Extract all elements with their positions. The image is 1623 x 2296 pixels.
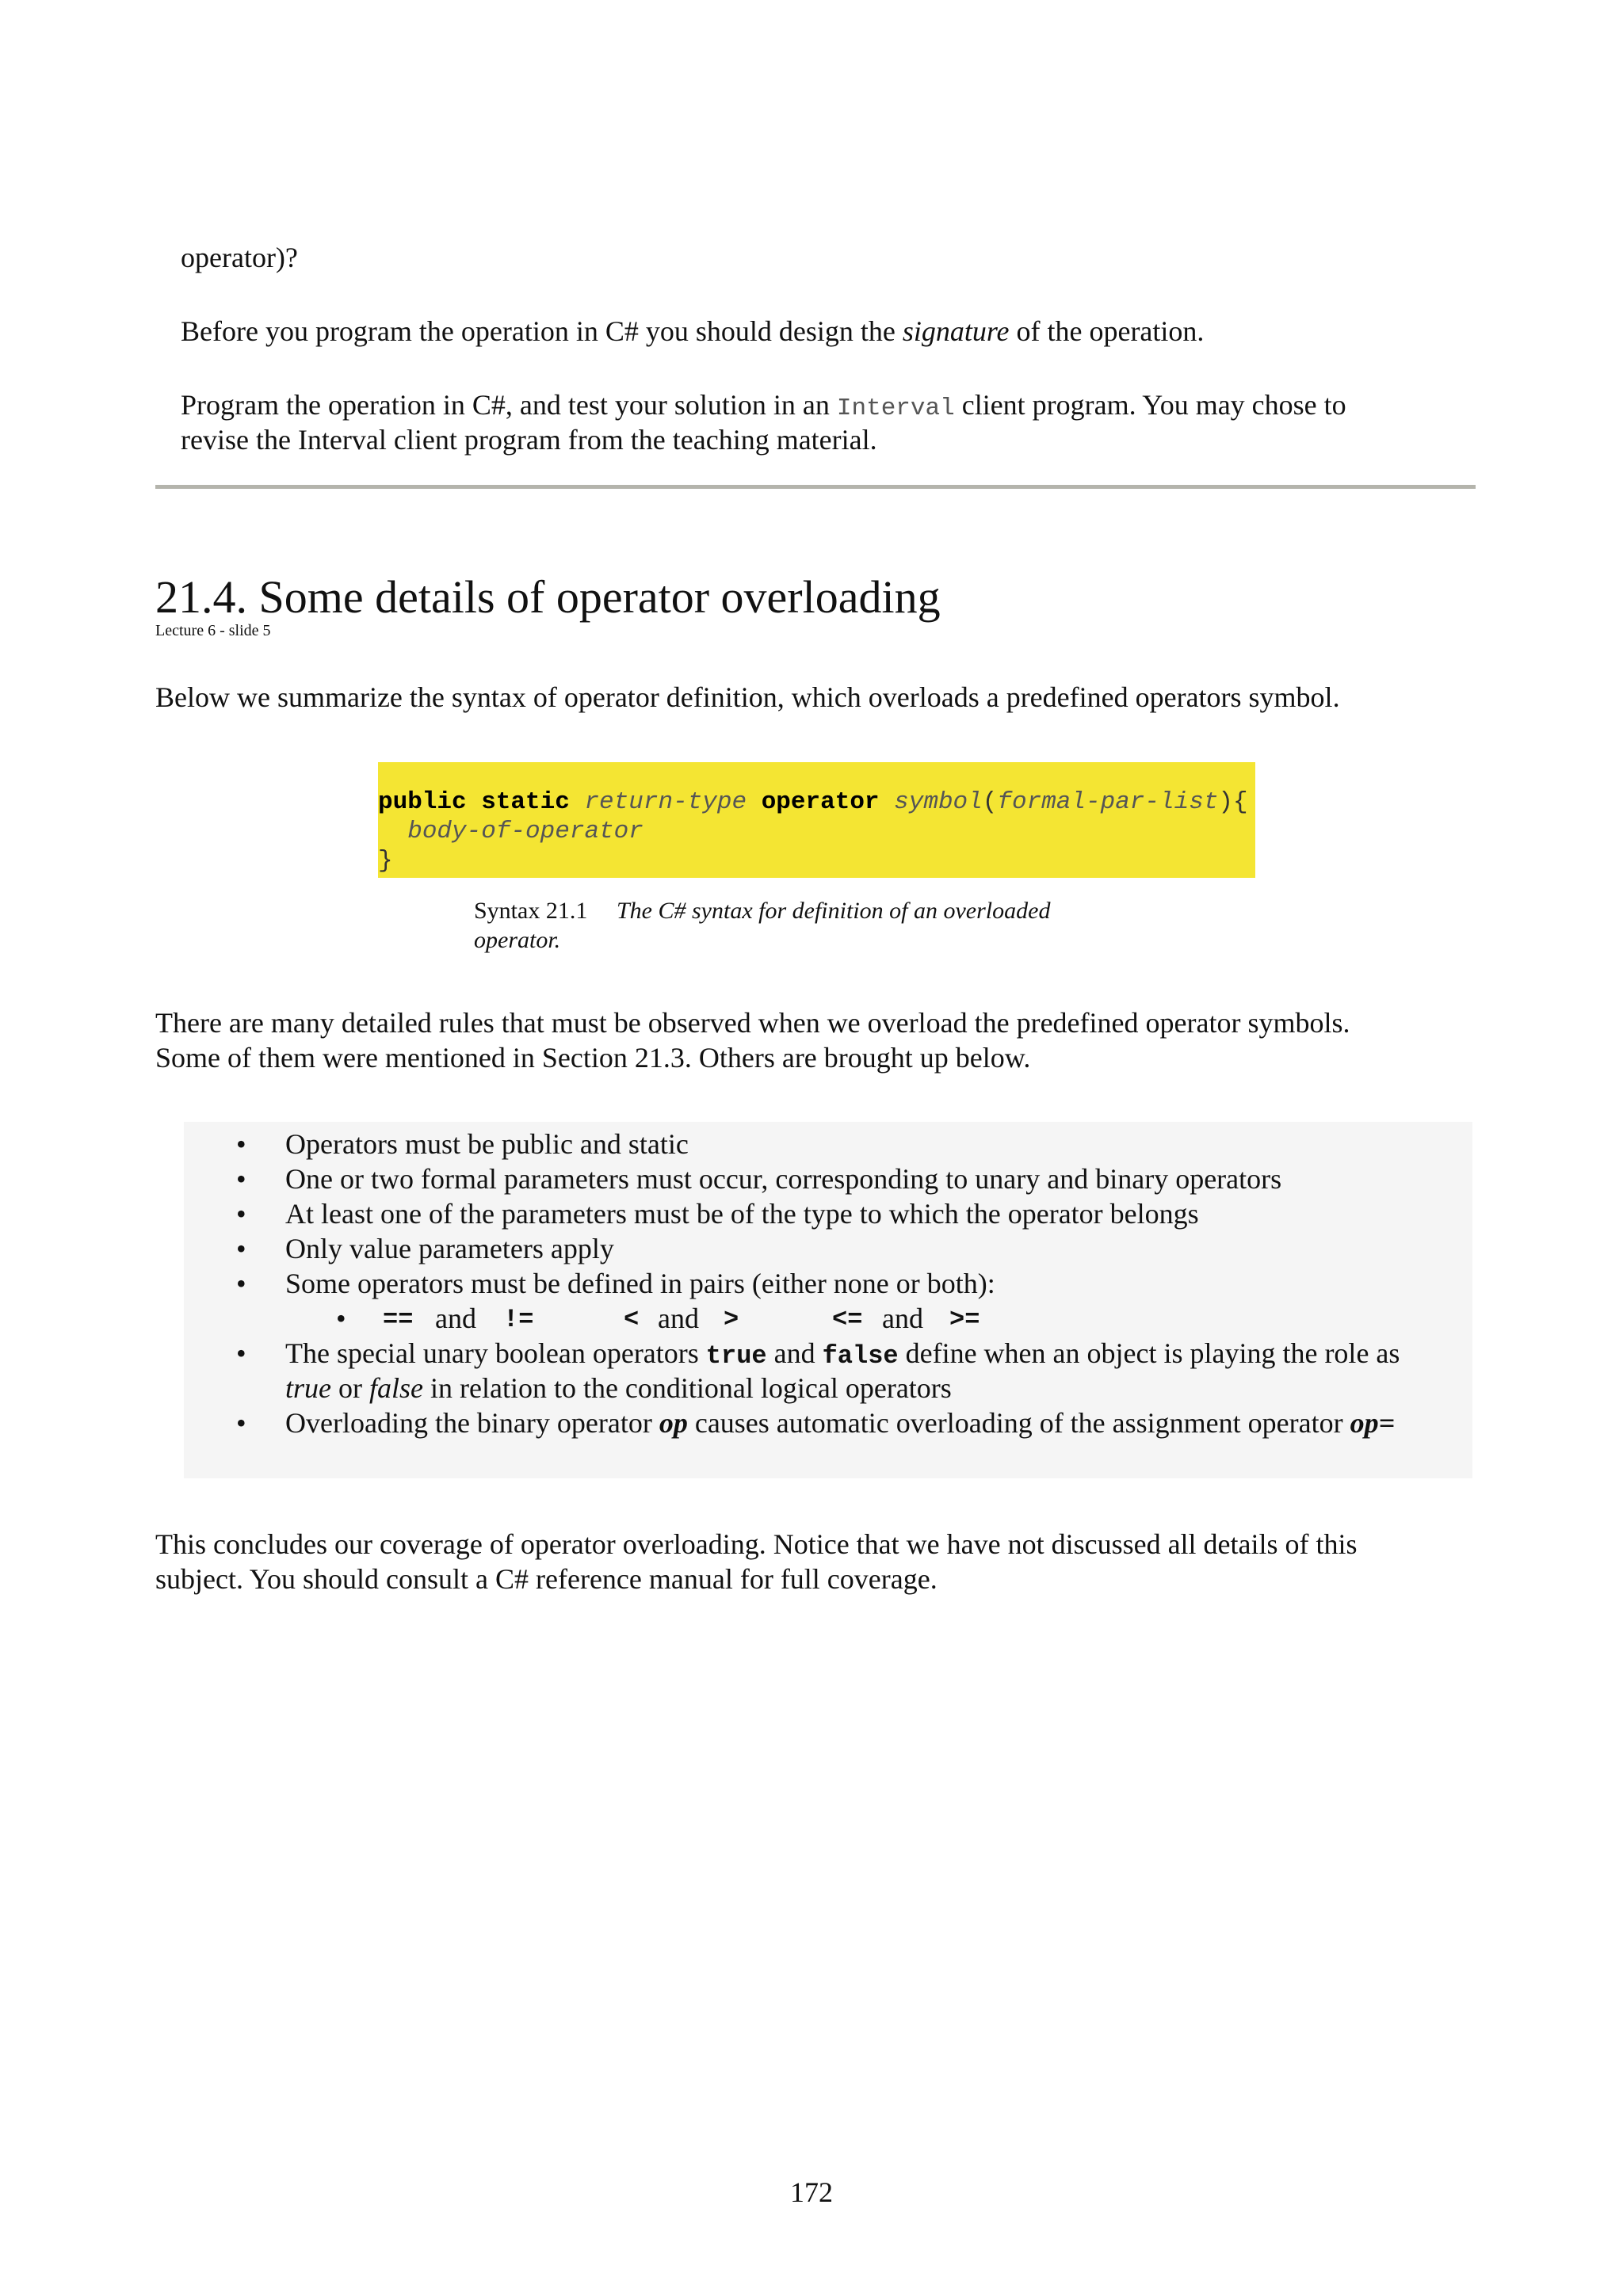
bullet: • <box>236 1198 246 1230</box>
syntax-code-box <box>378 762 1255 878</box>
bullet: • <box>236 1337 246 1369</box>
exercise-paragraph-program <box>181 387 1346 426</box>
operator-le: <= <box>832 1305 863 1334</box>
bullet: • <box>236 1128 246 1160</box>
text: of the operation. <box>1009 315 1205 347</box>
keyword-true: true <box>705 1341 767 1371</box>
rule-item: Some operators must be defined in pairs (either none or both): <box>285 1268 995 1299</box>
rule-item: One or two formal parameters must occur, corresponding to unary and binary operators <box>285 1163 1282 1195</box>
emphasis: op= <box>1350 1407 1396 1439</box>
rules-intro-line1: There are many detailed rules that must be observed when we overload the predefined operator symbols. <box>155 1007 1350 1039</box>
keyword: public static <box>378 788 570 816</box>
placeholder: return-type <box>584 788 747 816</box>
text: The special unary boolean operators <box>285 1337 706 1369</box>
pair-and: and <box>882 1302 923 1334</box>
rules-intro-line2: Some of them were mentioned in Section 21.3. Others are brought up below. <box>155 1042 1031 1074</box>
syntax-caption-text-line2 <box>474 925 560 955</box>
emphasis: false <box>369 1372 423 1404</box>
bullet: • <box>236 1233 246 1264</box>
punct: ( <box>982 788 998 816</box>
section-heading: 21.4. Some details of operator overloading <box>155 571 941 623</box>
rule-item-bool-operators-line2 <box>285 1371 952 1405</box>
inline-code: Interval <box>836 395 955 422</box>
exercise-paragraph-program-line2: revise the Interval client program from the teaching material. <box>181 424 877 456</box>
exercise-paragraph-signature <box>181 314 1204 349</box>
conclusion-line1: This concludes our coverage of operator overloading. Notice that we have not discussed all details of this <box>155 1528 1358 1560</box>
text: causes automatic overloading of the assignment operator <box>687 1407 1350 1439</box>
emphasis: true <box>285 1372 331 1404</box>
code-line-3: } <box>378 847 393 875</box>
sub-bullet: • <box>336 1302 346 1334</box>
operator-ge: >= <box>949 1305 980 1334</box>
section-summary: Below we summarize the syntax of operator definition, which overloads a predefined operators symbol. <box>155 681 1340 713</box>
emphasis: signature <box>902 315 1010 347</box>
code-line-1 <box>378 788 1255 817</box>
placeholder: formal-par-list <box>997 788 1219 816</box>
bullet: • <box>236 1268 246 1299</box>
pair-and: and <box>435 1302 476 1334</box>
placeholder: symbol <box>894 788 983 816</box>
text: define when an object is playing the role as <box>898 1337 1400 1369</box>
text: or <box>331 1372 369 1404</box>
placeholder: body-of-operator <box>407 818 643 845</box>
rule-item: At least one of the parameters must be of the type to which the operator belongs <box>285 1198 1199 1230</box>
bullet: • <box>236 1163 246 1195</box>
operator-eq: == <box>383 1305 414 1334</box>
rule-item: Operators must be public and static <box>285 1128 689 1160</box>
exercise-fragment: operator)? <box>181 242 298 273</box>
pair-and: and <box>658 1302 699 1334</box>
code-line-2 <box>378 817 1255 846</box>
keyword: operator <box>761 788 880 816</box>
bullet: • <box>236 1407 246 1439</box>
rule-item-bool-operators <box>285 1336 1400 1374</box>
text: client program. You may chose to <box>954 389 1346 421</box>
section-divider <box>155 485 1476 489</box>
emphasis: op <box>659 1407 688 1439</box>
syntax-caption-label: Syntax 21.1 <box>474 898 588 924</box>
text: Overloading the binary operator <box>285 1407 659 1439</box>
keyword-false: false <box>822 1341 899 1371</box>
caption-line: The C# syntax for definition of an overloaded <box>617 898 1051 924</box>
page-number: 172 <box>790 2176 833 2208</box>
text: in relation to the conditional logical operators <box>423 1372 952 1404</box>
punct: ){ <box>1218 788 1248 816</box>
text: Program the operation in C#, and test your solution in an <box>181 389 837 421</box>
rule-item: Only value parameters apply <box>285 1233 614 1264</box>
syntax-caption-text <box>617 896 1050 925</box>
text: and <box>766 1337 823 1369</box>
operator-lt: < <box>624 1305 640 1334</box>
caption-line: operator. <box>474 927 561 953</box>
rule-item-assignment <box>285 1405 1395 1440</box>
operator-ne: != <box>503 1305 534 1334</box>
conclusion-line2: subject. You should consult a C# reference manual for full coverage. <box>155 1563 938 1595</box>
slide-reference: Lecture 6 - slide 5 <box>155 622 271 639</box>
text: Before you program the operation in C# you should design the <box>181 315 903 347</box>
operator-gt: > <box>724 1305 739 1334</box>
